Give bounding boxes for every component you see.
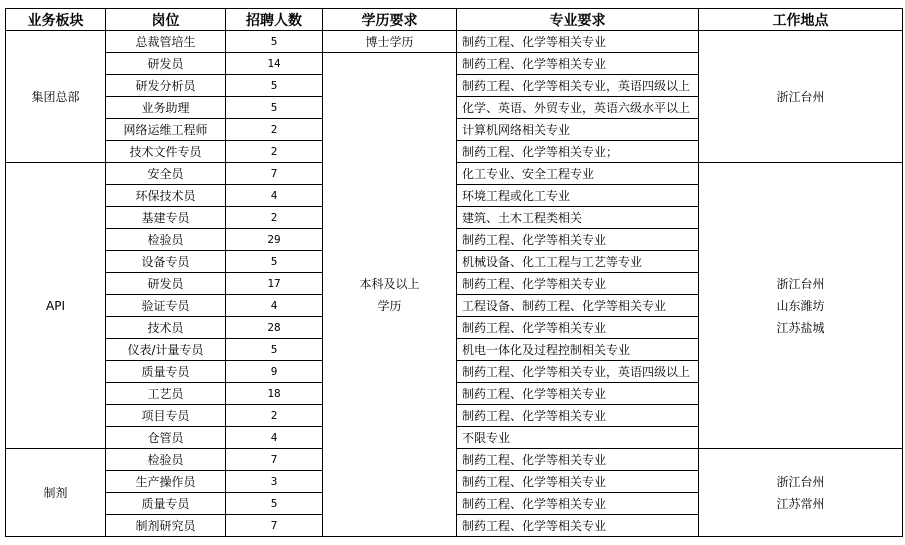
location-cell <box>699 449 903 537</box>
position-cell: 基建专员 <box>106 207 226 229</box>
major-cell: 机械设备、化工工程与工艺等专业 <box>457 251 699 273</box>
count-cell: 2 <box>226 141 323 163</box>
count-cell: 14 <box>226 53 323 75</box>
count-cell: 17 <box>226 273 323 295</box>
major-cell: 制药工程、化学等相关专业 <box>457 449 699 471</box>
position-cell: 仓管员 <box>106 427 226 449</box>
count-cell: 5 <box>226 251 323 273</box>
count-cell: 2 <box>226 119 323 141</box>
position-cell: 工艺员 <box>106 383 226 405</box>
education-line: 学历 <box>377 298 402 313</box>
major-cell: 制药工程、化学等相关专业 <box>457 229 699 251</box>
position-cell: 网络运维工程师 <box>106 119 226 141</box>
major-cell: 制药工程、化学等相关专业 <box>457 471 699 493</box>
position-cell: 业务助理 <box>106 97 226 119</box>
count-cell: 18 <box>226 383 323 405</box>
header-business: 业务板块 <box>6 9 106 31</box>
education-cell: 博士学历 <box>323 31 457 53</box>
major-cell: 制药工程、化学等相关专业，英语四级以上 <box>457 361 699 383</box>
count-cell: 29 <box>226 229 323 251</box>
major-cell: 制药工程、化学等相关专业 <box>457 273 699 295</box>
count-cell: 7 <box>226 163 323 185</box>
count-cell: 28 <box>226 317 323 339</box>
position-cell: 项目专员 <box>106 405 226 427</box>
header-education: 学历要求 <box>323 9 457 31</box>
business-section: 集团总部 <box>6 31 106 163</box>
count-cell: 3 <box>226 471 323 493</box>
count-cell: 4 <box>226 185 323 207</box>
location-line: 浙江台州 <box>776 276 825 291</box>
position-cell: 安全员 <box>106 163 226 185</box>
major-cell: 计算机网络相关专业 <box>457 119 699 141</box>
header-major: 专业要求 <box>457 9 699 31</box>
major-cell: 制药工程、化学等相关专业 <box>457 405 699 427</box>
table-row <box>6 31 903 53</box>
major-cell: 机电一体化及过程控制相关专业 <box>457 339 699 361</box>
major-cell: 化工专业、安全工程专业 <box>457 163 699 185</box>
education-line: 本科及以上 <box>359 276 420 291</box>
position-cell: 检验员 <box>106 229 226 251</box>
position-cell: 研发分析员 <box>106 75 226 97</box>
count-cell: 5 <box>226 97 323 119</box>
major-cell: 制药工程、化学等相关专业 <box>457 31 699 53</box>
position-cell: 制剂研究员 <box>106 515 226 537</box>
major-cell: 不限专业 <box>457 427 699 449</box>
major-cell: 制药工程、化学等相关专业 <box>457 53 699 75</box>
position-cell: 质量专员 <box>106 493 226 515</box>
location-line: 山东潍坊 <box>776 298 825 313</box>
position-cell: 技术员 <box>106 317 226 339</box>
location-cell <box>699 163 903 449</box>
count-cell: 7 <box>226 449 323 471</box>
position-cell: 技术文件专员 <box>106 141 226 163</box>
count-cell: 2 <box>226 405 323 427</box>
location-line: 浙江台州 <box>776 474 825 489</box>
header-location: 工作地点 <box>699 9 903 31</box>
count-cell: 9 <box>226 361 323 383</box>
position-cell: 仪表/计量专员 <box>106 339 226 361</box>
position-cell: 检验员 <box>106 449 226 471</box>
position-cell: 验证专员 <box>106 295 226 317</box>
major-cell: 环境工程或化工专业 <box>457 185 699 207</box>
location-line: 浙江台州 <box>776 89 825 104</box>
business-section: API <box>6 163 106 449</box>
major-cell: 化学、英语、外贸专业，英语六级水平以上 <box>457 97 699 119</box>
position-cell: 研发员 <box>106 53 226 75</box>
position-cell: 总裁管培生 <box>106 31 226 53</box>
header-position: 岗位 <box>106 9 226 31</box>
major-cell: 制药工程、化学等相关专业 <box>457 383 699 405</box>
count-cell: 5 <box>226 339 323 361</box>
location-line: 江苏常州 <box>776 496 825 511</box>
major-cell: 制药工程、化学等相关专业 <box>457 515 699 537</box>
count-cell: 4 <box>226 295 323 317</box>
education-cell <box>323 53 457 537</box>
count-cell: 7 <box>226 515 323 537</box>
location-line: 江苏盐城 <box>776 320 825 335</box>
count-cell: 4 <box>226 427 323 449</box>
recruitment-table <box>5 8 903 537</box>
count-cell: 5 <box>226 31 323 53</box>
business-section: 制剂 <box>6 449 106 537</box>
count-cell: 5 <box>226 493 323 515</box>
header-count: 招聘人数 <box>226 9 323 31</box>
major-cell: 制药工程、化学等相关专业 <box>457 317 699 339</box>
position-cell: 设备专员 <box>106 251 226 273</box>
major-cell: 制药工程、化学等相关专业 <box>457 493 699 515</box>
position-cell: 环保技术员 <box>106 185 226 207</box>
header-row <box>6 9 903 31</box>
count-cell: 2 <box>226 207 323 229</box>
count-cell: 5 <box>226 75 323 97</box>
position-cell: 研发员 <box>106 273 226 295</box>
major-cell: 制药工程、化学等相关专业； <box>457 141 699 163</box>
major-cell: 制药工程、化学等相关专业，英语四级以上 <box>457 75 699 97</box>
position-cell: 生产操作员 <box>106 471 226 493</box>
major-cell: 工程设备、制药工程、化学等相关专业 <box>457 295 699 317</box>
position-cell: 质量专员 <box>106 361 226 383</box>
major-cell: 建筑、土木工程类相关 <box>457 207 699 229</box>
location-cell <box>699 31 903 163</box>
